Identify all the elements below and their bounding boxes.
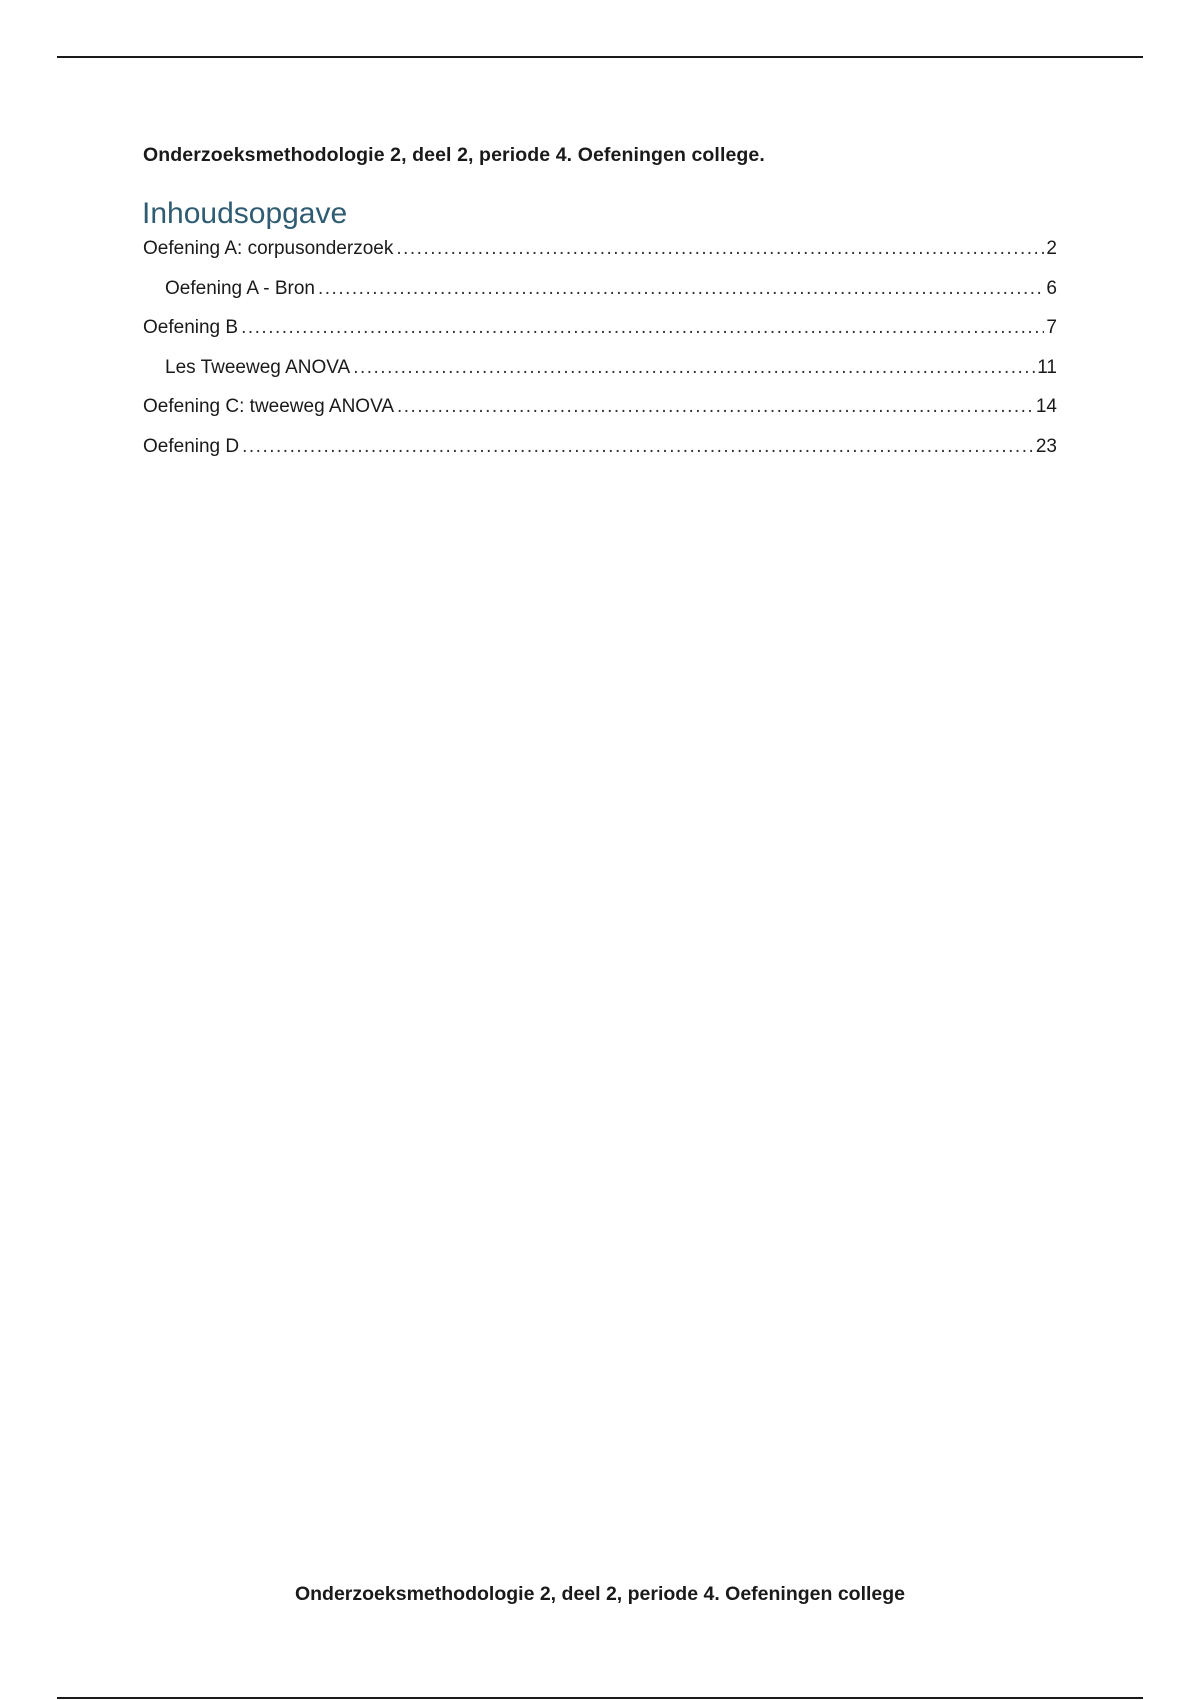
header-rule (57, 56, 1143, 58)
toc-page-number: 23 (1035, 435, 1057, 457)
toc-dot-leader (241, 317, 1044, 339)
toc-entry-les-tweeweg-anova[interactable] (143, 357, 1057, 397)
toc-page-number: 7 (1046, 317, 1057, 339)
toc-page-number: 14 (1035, 396, 1057, 418)
toc-dot-leader (396, 238, 1044, 260)
toc-entry-label: Oefening C: tweeweg ANOVA (143, 396, 394, 418)
toc-entry-label: Oefening A - Bron (165, 277, 315, 299)
table-of-contents (143, 238, 1057, 476)
footer-rule (57, 1697, 1143, 1699)
toc-entry-oefening-a-bron[interactable] (143, 278, 1057, 318)
toc-entry-label: Les Tweeweg ANOVA (165, 356, 351, 378)
toc-heading: Inhoudsopgave (142, 197, 348, 230)
toc-entry-oefening-d[interactable] (143, 436, 1057, 476)
toc-entry-label: Oefening D (143, 435, 240, 457)
toc-entry-label: Oefening A: corpusonderzoek (143, 238, 394, 259)
toc-dot-leader (318, 278, 1044, 300)
toc-dot-leader (353, 357, 1035, 379)
toc-entry-label: Oefening B (143, 317, 239, 339)
toc-dot-leader (242, 436, 1034, 458)
toc-page-number: 2 (1046, 238, 1057, 259)
toc-page-number: 11 (1037, 356, 1057, 378)
toc-entry-oefening-b[interactable] (143, 317, 1057, 357)
toc-page-number: 6 (1046, 277, 1057, 299)
toc-entry-oefening-c[interactable] (143, 396, 1057, 436)
toc-dot-leader (397, 396, 1034, 418)
footer-title: Onderzoeksmethodologie 2, deel 2, periode 4. Oefeningen college (294, 1583, 906, 1605)
document-title: Onderzoeksmethodologie 2, deel 2, periode 4. Oefeningen college. (143, 144, 765, 166)
toc-entry-oefening-a[interactable] (143, 238, 1057, 278)
